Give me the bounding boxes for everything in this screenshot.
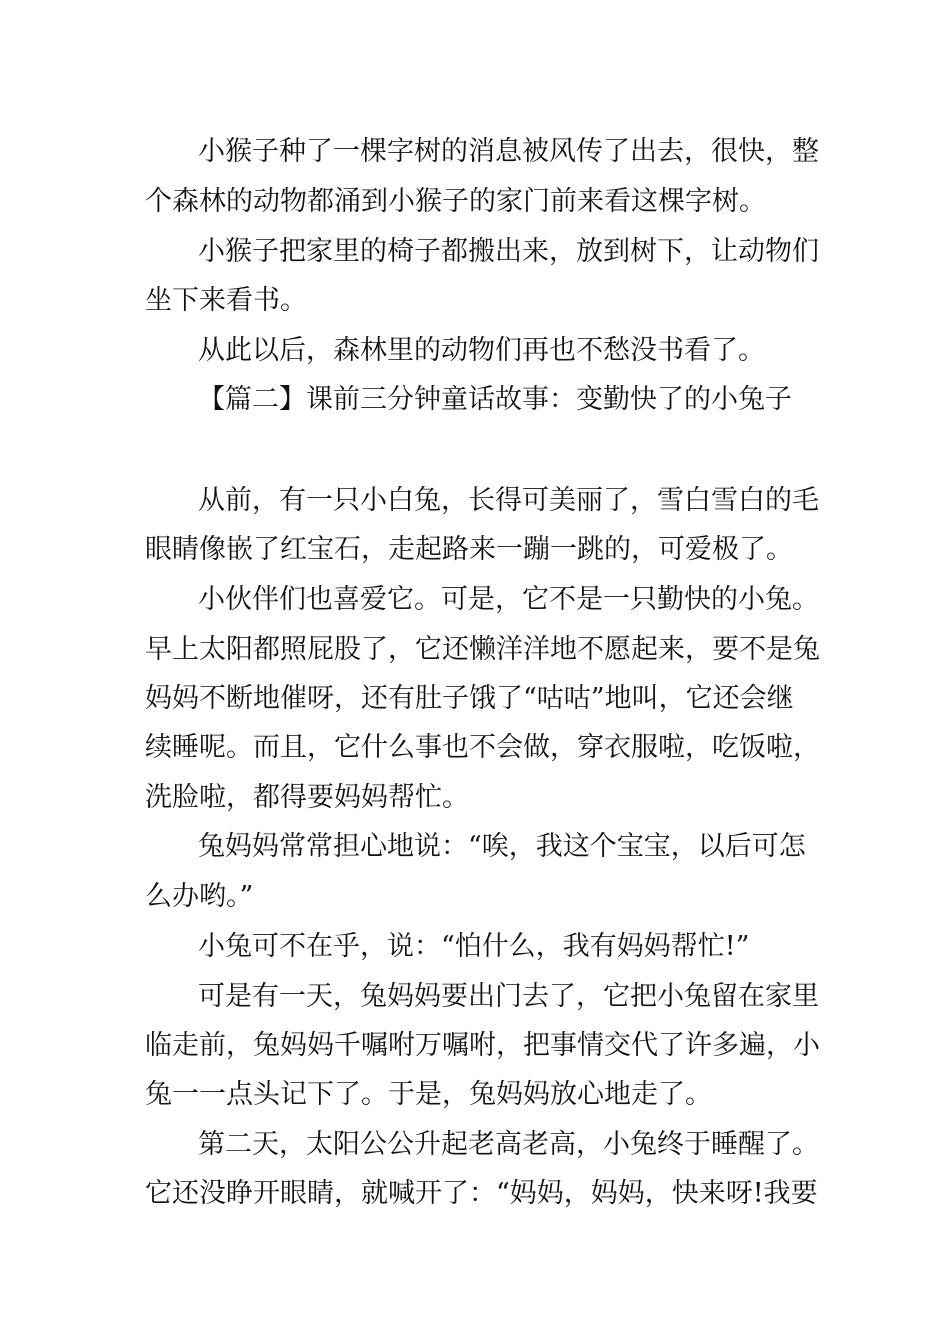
text-line-2: 个森林的动物都涌到小猴子的家门前来看这棵字树。 xyxy=(145,186,766,217)
text-line-4: 坐下来看书。 xyxy=(145,285,307,316)
text-line-20: 它还没睁开眼睛，就喊开了：“妈妈，妈妈，快来呀!我要 xyxy=(145,1178,818,1209)
text-line-17: 临走前，兔妈妈千嘱咐万嘱咐，把事情交代了许多遍，小 xyxy=(145,1030,820,1061)
text-line-16: 可是有一天，兔妈妈要出门去了，它把小兔留在家里 xyxy=(198,981,819,1012)
text-line-13: 兔妈妈常常担心地说：“唉，我这个宝宝，以后可怎 xyxy=(198,831,806,862)
text-line-18: 兔一一点头记下了。于是，兔妈妈放心地走了。 xyxy=(145,1079,712,1110)
text-line-19: 第二天，太阳公公升起老高老高，小兔终于睡醒了。 xyxy=(198,1129,819,1160)
text-line-1: 小猴子种了一棵字树的消息被风传了出去，很快，整 xyxy=(198,136,819,167)
text-line-9: 早上太阳都照屁股了，它还懒洋洋地不愿起来，要不是兔 xyxy=(145,634,820,665)
text-line-7: 眼睛像嵌了红宝石，走起路来一蹦一跳的，可爱极了。 xyxy=(145,534,793,565)
text-line-5: 从此以后，森林里的动物们再也不愁没书看了。 xyxy=(198,335,765,366)
text-line-6: 从前，有一只小白兔，长得可美丽了，雪白雪白的毛 xyxy=(198,485,819,516)
text-line-15: 小兔可不在乎，说：“怕什么，我有妈妈帮忙!” xyxy=(198,931,750,962)
section-heading: 【篇二】课前三分钟童话故事：变勤快了的小兔子 xyxy=(198,384,792,415)
text-line-12: 洗脸啦，都得要妈妈帮忙。 xyxy=(145,782,469,813)
text-line-10: 妈妈不断地催呀，还有肚子饿了“咕咕”地叫，它还会继 xyxy=(145,683,794,714)
text-line-8: 小伙伴们也喜爱它。可是，它不是一只勤快的小兔。 xyxy=(198,584,819,615)
text-line-11: 续睡呢。而且，它什么事也不会做，穿衣服啦，吃饭啦， xyxy=(145,732,820,763)
text-line-14: 么办哟。” xyxy=(145,881,254,912)
text-line-3: 小猴子把家里的椅子都搬出来，放到树下，让动物们 xyxy=(198,236,819,267)
